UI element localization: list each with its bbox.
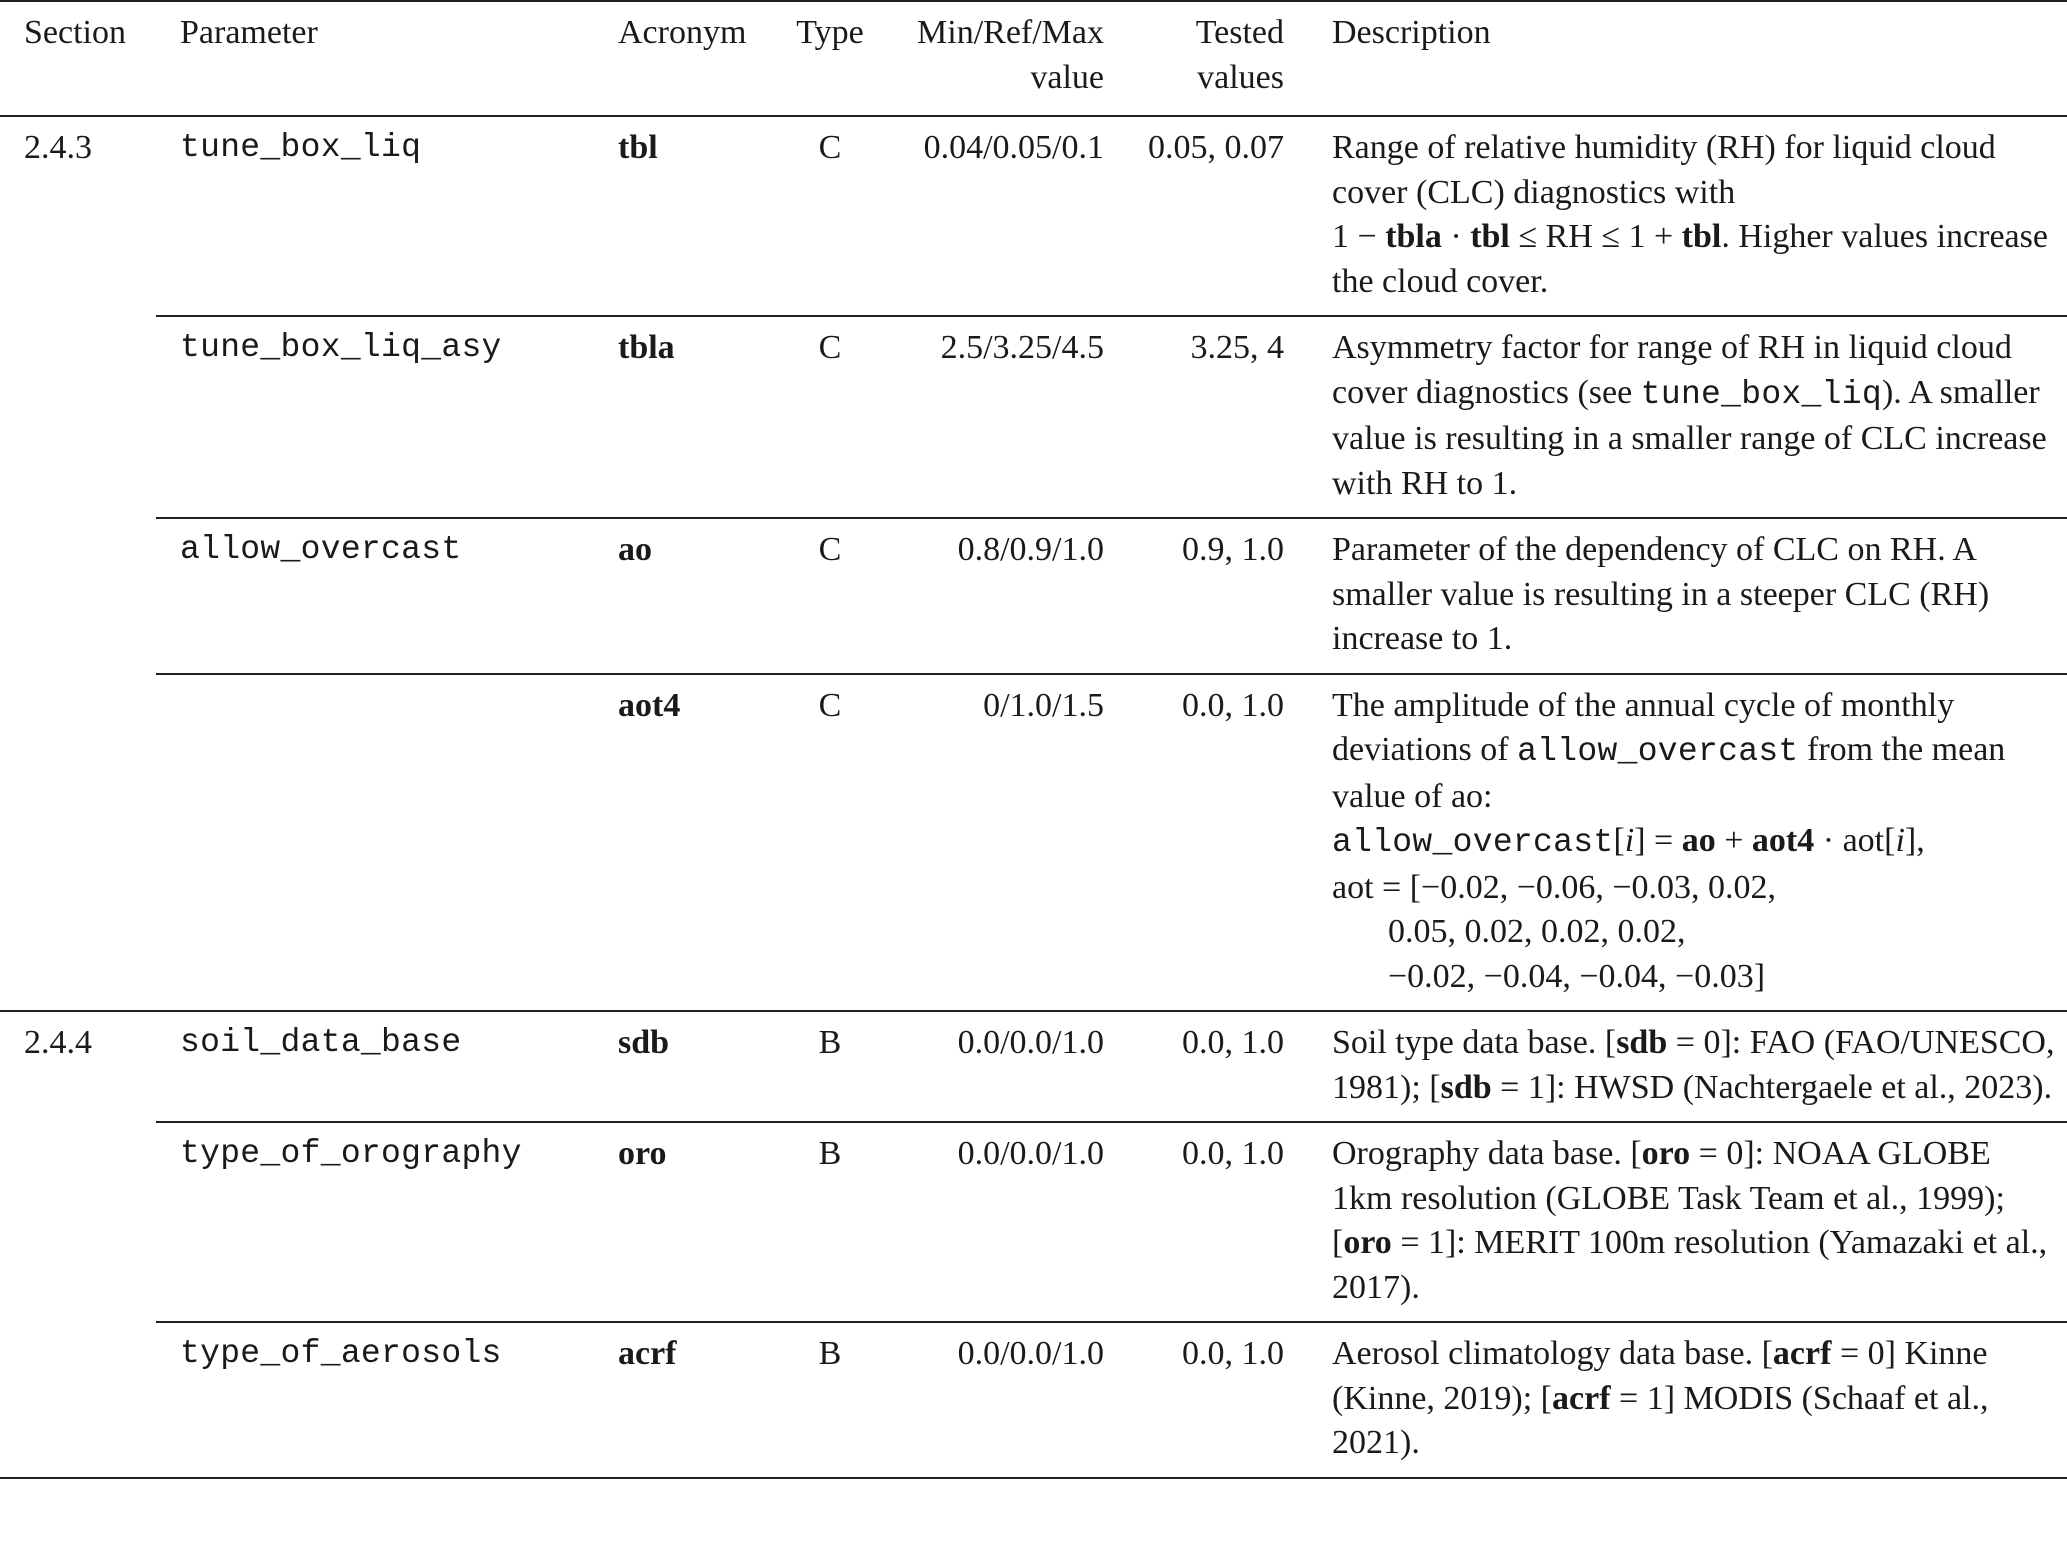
desc-bold: tbl	[1681, 218, 1722, 255]
desc-text: Soil type data base. [	[1332, 1024, 1617, 1061]
header-section: Section	[24, 14, 126, 51]
min-ref-max-cell: 0.8/0.9/1.0	[866, 518, 1114, 674]
min-ref-max-cell: 0.0/0.0/1.0	[866, 1011, 1114, 1122]
desc-bold: acrf	[1772, 1335, 1832, 1372]
type-cell: B	[818, 1335, 842, 1372]
parameter-cell: tune_box_liq	[156, 116, 598, 316]
formula-part: · aot[	[1814, 822, 1896, 859]
table-row	[0, 116, 2067, 316]
desc-code: allow_overcast	[1332, 824, 1614, 861]
desc-code: tune_box_liq	[1640, 375, 1882, 413]
parameter-cell	[156, 674, 598, 1012]
aot-array-line1: aot = [−0.02, −0.06, −0.03, 0.02,	[1332, 868, 1777, 906]
formula-bold: aot4	[1751, 822, 1815, 859]
desc-text: Aerosol climatology data base. [	[1332, 1335, 1773, 1372]
section-cell	[0, 518, 156, 674]
desc-bold: acrf	[1552, 1379, 1611, 1417]
desc-code: allow_overcast	[1517, 733, 1799, 770]
acronym-cell: aot4	[618, 686, 681, 724]
table-row	[0, 1122, 2067, 1322]
desc-math: ≤ RH ≤ 1 +	[1509, 218, 1682, 255]
formula-part: +	[1715, 822, 1752, 859]
parameter-cell: soil_data_base	[156, 1011, 598, 1122]
header-min-ref-max	[866, 1, 1114, 116]
header-description: Description	[1332, 14, 1491, 51]
tested-cell: 0.0, 1.0	[1182, 686, 1284, 724]
formula-bold: ao	[1681, 822, 1716, 859]
table-row	[0, 316, 2067, 518]
formula-italic: i	[1895, 822, 1905, 859]
header-parameter: Parameter	[180, 14, 318, 51]
desc-math: 1 −	[1332, 218, 1386, 255]
min-ref-max-cell: 0/1.0/1.5	[983, 686, 1104, 724]
acronym-cell: sdb	[598, 1011, 780, 1122]
table-row	[0, 1322, 2067, 1478]
desc-text: = 1] MODIS (Schaaf et al., 2021).	[1332, 1379, 1989, 1461]
min-ref-max-cell: 0.04/0.05/0.1	[866, 116, 1114, 316]
desc-text: Orography data base. [	[1332, 1135, 1642, 1172]
tested-cell: 0.05, 0.07	[1114, 116, 1304, 316]
desc-bold: tbla	[1385, 218, 1442, 255]
desc-text: = 0]: FAO (FAO/UNESCO, 1981); [	[1332, 1024, 2055, 1106]
min-ref-max-cell: 2.5/3.25/4.5	[866, 316, 1114, 518]
parameter-cell: type_of_aerosols	[180, 1335, 502, 1372]
desc-text: The amplitude of the annual cycle of monthly deviations of	[1332, 686, 1955, 768]
acronym-cell: tbla	[598, 316, 780, 518]
tested-cell: 3.25, 4	[1114, 316, 1304, 518]
tested-cell: 0.0, 1.0	[1114, 1011, 1304, 1122]
desc-text: . Higher values increase the cloud cover.	[1332, 218, 2048, 300]
formula-part: ] =	[1634, 822, 1682, 859]
desc-bold: oro	[1343, 1224, 1392, 1261]
description-cell: Parameter of the dependency of CLC on RH. A smaller value is resulting in a steeper CLC (RH) increase to 1.	[1304, 518, 2067, 674]
desc-text: ). A smaller value is resulting in a smaller range of CLC increase with RH to 1.	[1332, 373, 2047, 502]
acronym-cell: acrf	[618, 1335, 677, 1372]
min-ref-max-cell: 0.0/0.0/1.0	[866, 1122, 1114, 1322]
desc-bold: oro	[1641, 1135, 1691, 1172]
description-cell	[1304, 674, 2067, 1012]
desc-text: = 1]: HWSD (Nachtergaele et al., 2023).	[1491, 1068, 2053, 1106]
header-min-ref-max-line1: Min/Ref/Max	[917, 14, 1104, 51]
desc-text: = 0] Kinne (Kinne, 2019); [	[1332, 1335, 1988, 1417]
header-acronym: Acronym	[618, 14, 747, 51]
table-row	[0, 518, 2067, 674]
desc-text: Range of relative humidity (RH) for liquid cloud cover (CLC) diagnostics with	[1332, 129, 1996, 211]
aot-array-line2: 0.05, 0.02, 0.02, 0.02,	[1388, 913, 1686, 950]
tested-cell: 0.0, 1.0	[1114, 1122, 1304, 1322]
parameter-cell: type_of_orography	[156, 1122, 598, 1322]
formula-part: ],	[1904, 822, 1925, 859]
desc-text: Asymmetry factor for range of RH in liquid cloud cover diagnostics (see	[1332, 329, 2012, 411]
table-row	[0, 674, 2067, 1012]
type-cell: B	[780, 1011, 866, 1122]
desc-bold: sdb	[1616, 1024, 1668, 1061]
header-min-ref-max-line2: value	[1030, 58, 1104, 96]
formula-italic: i	[1624, 822, 1635, 859]
header-tested-line2: values	[1197, 58, 1284, 96]
section-cell	[0, 674, 156, 1012]
description-cell	[1304, 1122, 2067, 1322]
desc-text: = 1]: MERIT 100m resolution (Yamazaki et al., 2017).	[1332, 1224, 2048, 1306]
type-cell: C	[818, 686, 842, 724]
formula-part: [	[1613, 822, 1625, 859]
parameter-cell: allow_overcast	[156, 518, 598, 674]
type-cell: B	[780, 1122, 866, 1322]
header-tested	[1114, 1, 1304, 116]
section-cell: 2.4.4	[24, 1024, 92, 1061]
description-cell	[1304, 316, 2067, 518]
tested-cell: 0.9, 1.0	[1114, 518, 1304, 674]
acronym-cell: oro	[598, 1122, 780, 1322]
acronym-cell: tbl	[598, 116, 780, 316]
section-cell	[0, 1322, 156, 1478]
aot-array-line3: −0.02, −0.04, −0.04, −0.03]	[1388, 957, 1766, 995]
header-type: Type	[796, 14, 864, 51]
description-cell	[1304, 1011, 2067, 1122]
description-cell	[1304, 1322, 2067, 1478]
section-cell	[0, 1122, 156, 1322]
min-ref-max-cell: 0.0/0.0/1.0	[957, 1335, 1104, 1372]
type-cell: C	[780, 116, 866, 316]
parameter-cell: tune_box_liq_asy	[156, 316, 598, 518]
desc-text: = 0]: NOAA GLOBE 1km resolution (GLOBE Task Team et al., 1999); [	[1332, 1135, 2005, 1261]
desc-math: ·	[1441, 218, 1471, 255]
desc-text: from the mean value of ao:	[1332, 731, 2006, 815]
tested-cell: 0.0, 1.0	[1182, 1335, 1284, 1372]
acronym-cell: ao	[598, 518, 780, 674]
section-cell: 2.4.3	[24, 129, 92, 166]
section-cell	[0, 316, 156, 518]
desc-bold: tbl	[1470, 218, 1510, 255]
type-cell: C	[780, 518, 866, 674]
header-tested-line1: Tested	[1195, 14, 1284, 51]
table-row	[0, 1011, 2067, 1122]
type-cell: C	[780, 316, 866, 518]
desc-bold: sdb	[1440, 1068, 1492, 1106]
description-cell	[1304, 116, 2067, 316]
header-row	[0, 1, 2067, 116]
